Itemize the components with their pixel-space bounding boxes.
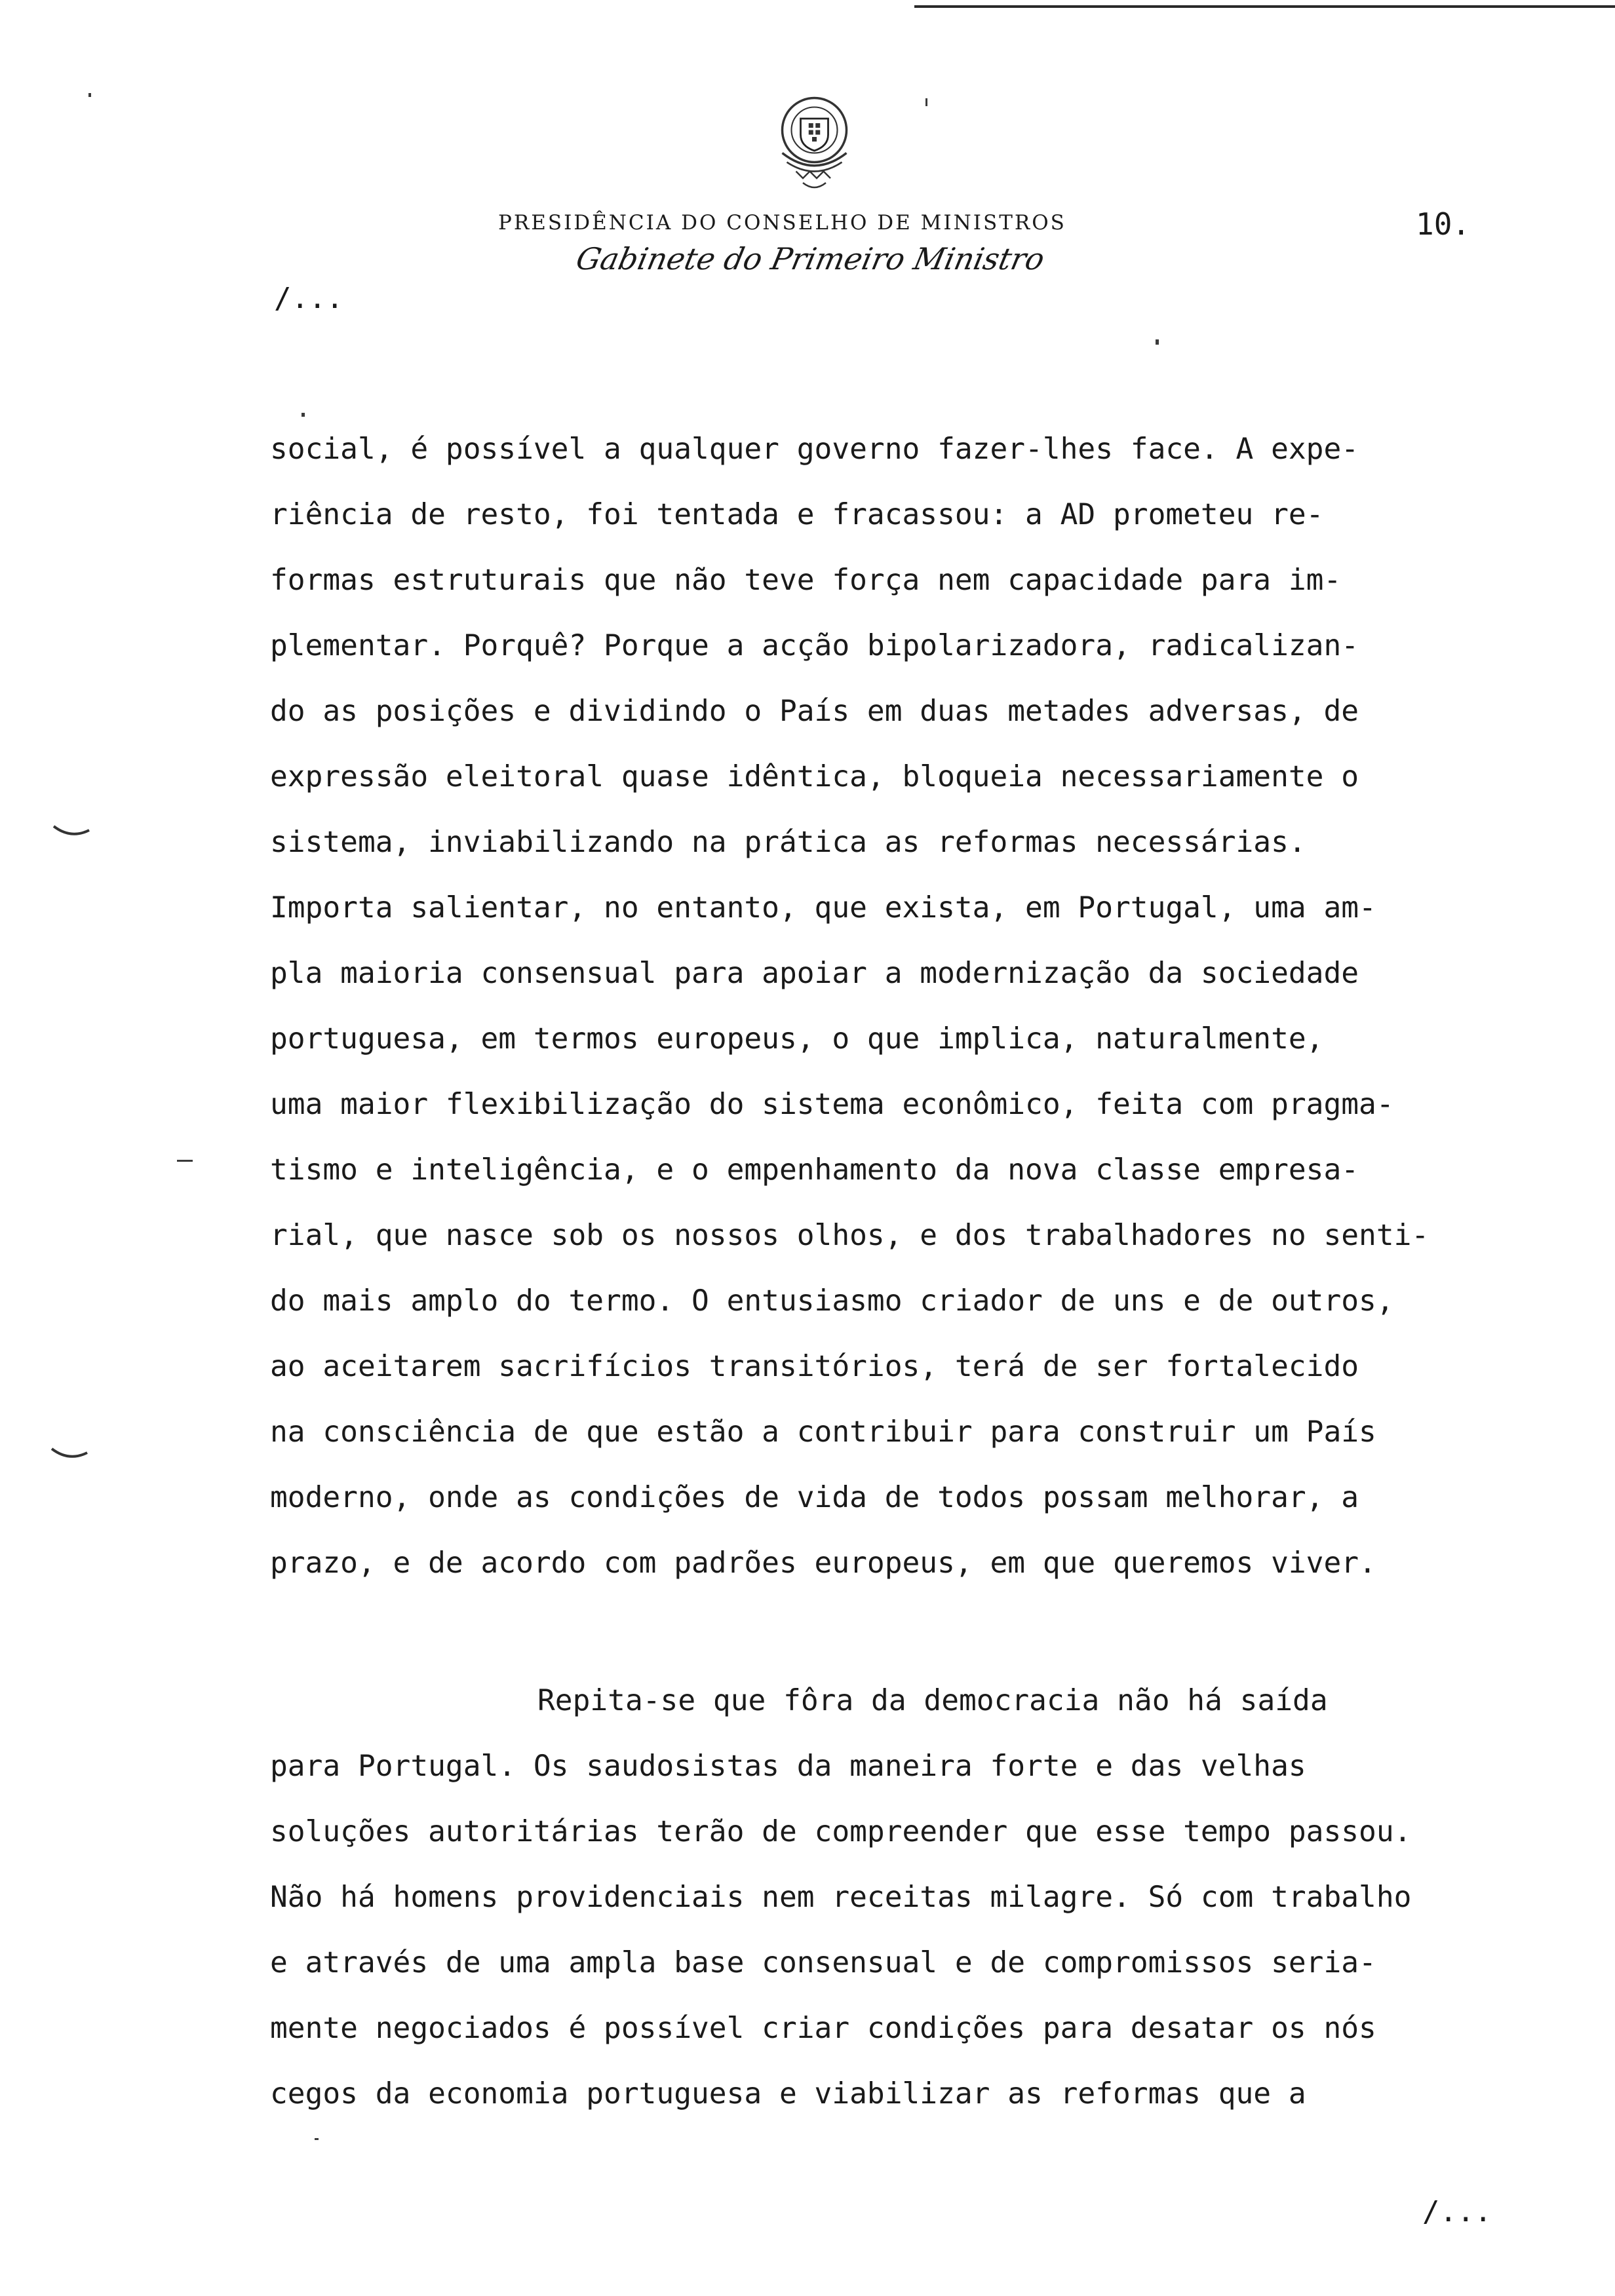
paragraph-line: mente negociados é possível criar condições para desatar os nós <box>270 2012 1376 2045</box>
paragraph-line: moderno, onde as condições de vida de todos possam melhorar, a <box>270 1481 1359 1514</box>
paragraph-line: do as posições e dividindo o País em duas metades adversas, de <box>270 695 1359 728</box>
paragraph-line: na consciência de que estão a contribuir para construir um País <box>270 1415 1376 1449</box>
paragraph-line: rial, que nasce sob os nossos olhos, e dos trabalhadores no senti- <box>270 1219 1430 1252</box>
paragraph-line: pla maioria consensual para apoiar a modernização da sociedade <box>270 957 1359 990</box>
paragraph-line: Não há homens providenciais nem receitas milagre. Só com trabalho <box>270 1881 1412 1914</box>
paragraph-line: uma maior flexibilização do sistema econômico, feita com pragma- <box>270 1088 1394 1121</box>
continuation-mark-bottom: /... <box>1422 2195 1492 2229</box>
paragraph-line: prazo, e de acordo com padrões europeus, em que queremos viver. <box>270 1546 1376 1580</box>
scan-speck <box>925 98 927 106</box>
paragraph-line: do mais amplo do termo. O entusiasmo criador de uns e de outros, <box>270 1284 1394 1318</box>
paragraph-line: formas estruturais que não teve força nem capacidade para im- <box>270 564 1342 597</box>
binding-hole-mark <box>49 1445 90 1463</box>
continuation-mark-top: /... <box>274 282 343 315</box>
cabinet-script-heading: Gabinete do Primeiro Ministro <box>573 241 1048 277</box>
paragraph-line: soluções autoritárias terão de compreender que esse tempo passou. <box>270 1815 1412 1848</box>
paragraph-line: Repita-se que fôra da democracia não há saída <box>537 1684 1328 1717</box>
paragraph-line: e através de uma ampla base consensual e de compromissos seria- <box>270 1946 1376 1980</box>
binding-hole-mark <box>51 822 92 841</box>
institution-heading: PRESIDÊNCIA DO CONSELHO DE MINISTROS <box>498 211 1066 235</box>
scan-speck <box>88 93 91 97</box>
scan-speck <box>1156 339 1159 345</box>
paragraph-line: riência de resto, foi tentada e fracassou: a AD prometeu re- <box>270 498 1324 531</box>
paragraph-line: social, é possível a qualquer governo fazer-lhes face. A expe- <box>270 432 1359 466</box>
scan-speck <box>302 413 305 417</box>
scan-speck <box>177 1160 193 1162</box>
scan-speck <box>315 2138 319 2140</box>
paragraph-line: portuguesa, em termos europeus, o que implica, naturalmente, <box>270 1022 1324 1056</box>
paragraph-line: plementar. Porquê? Porque a acção bipolarizadora, radicalizan- <box>270 629 1359 662</box>
paragraph-line: cegos da economia portuguesa e viabilizar as reformas que a <box>270 2077 1306 2111</box>
paragraph-line: Importa salientar, no entanto, que exista, em Portugal, uma am- <box>270 891 1376 925</box>
paragraph-line: expressão eleitoral quase idêntica, bloqueia necessariamente o <box>270 760 1359 794</box>
paragraph-line: ao aceitarem sacrifícios transitórios, terá de ser fortalecido <box>270 1350 1359 1383</box>
paragraph-line: tismo e inteligência, e o empenhamento da nova classe empresa- <box>270 1153 1359 1187</box>
top-rule <box>914 5 1615 8</box>
coat-of-arms-emblem <box>757 82 872 197</box>
paragraph-line: para Portugal. Os saudosistas da maneira forte e das velhas <box>270 1750 1306 1783</box>
paragraph-line: sistema, inviabilizando na prática as reformas necessárias. <box>270 826 1306 859</box>
page-number: 10. <box>1416 206 1471 242</box>
